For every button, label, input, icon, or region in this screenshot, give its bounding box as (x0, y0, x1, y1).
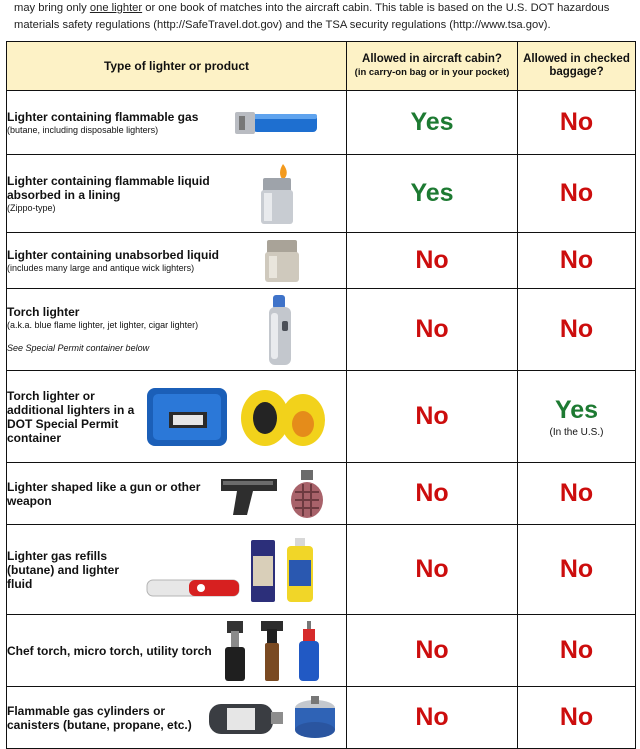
cabin-answer: No (347, 463, 518, 525)
cabin-answer: Yes (347, 91, 518, 155)
table-row (7, 463, 636, 525)
cabin-answer: No (347, 289, 518, 371)
checked-answer: No (518, 525, 636, 615)
table-row (7, 371, 636, 463)
cabin-answer: No (347, 615, 518, 687)
header-cabin-sub: (in carry-on bag or in your pocket) (354, 67, 510, 78)
gun-lighter-icon (219, 463, 327, 524)
table-row (7, 687, 636, 749)
refill-can-icon (145, 525, 317, 614)
antique-lighter-icon (263, 233, 301, 288)
row-description: Lighter gas refills (butane) and lighter fluid (7, 525, 347, 615)
cabin-answer: No (347, 371, 518, 463)
checked-answer: No (518, 463, 636, 525)
torch-lighter-icon (265, 289, 295, 370)
permit-container-icon (143, 371, 329, 462)
row-description: Lighter containing flammable gas (butane, including disposable lighters) (7, 91, 347, 155)
checked-answer: No (518, 91, 636, 155)
table-row (7, 289, 636, 371)
gas-canister-icon (207, 687, 339, 748)
row-description: Lighter containing flammable liquid absorbed in a lining (Zippo-type) (7, 155, 347, 233)
checked-answer: No (518, 687, 636, 749)
cabin-answer: No (347, 233, 518, 289)
table-row (7, 615, 636, 687)
cabin-answer: No (347, 525, 518, 615)
checked-answer: No (518, 233, 636, 289)
checked-answer: Yes (In the U.S.) (518, 371, 636, 463)
checked-answer: No (518, 615, 636, 687)
row-description: Chef torch, micro torch, utility torch (7, 615, 347, 687)
row-description: Torch lighter or additional lighters in a DOT Special Permit container (7, 371, 347, 463)
checked-note: (In the U.S.) (549, 426, 604, 438)
chef-torch-icon (221, 615, 323, 686)
row-description: Torch lighter (a.k.a. blue flame lighter, jet lighter, cigar lighter) See Special Permit container below (7, 289, 347, 371)
table-row (7, 233, 636, 289)
zippo-lighter-icon (255, 155, 299, 232)
intro-line-2: materials safety regulations (http://SafeTravel.dot.gov) and the TSA security regulations (http://www.tsa.gov). (14, 19, 551, 31)
table-row (7, 91, 636, 155)
intro-text (14, 0, 634, 34)
one-lighter-emphasis: one lighter (89, 2, 143, 14)
intro-line-1: may bring only one lighter or one book of matches into the aircraft cabin. This table is based on the U.S. DOT hazardous (14, 2, 610, 14)
header-cabin: Allowed in aircraft cabin? (in carry-on bag or in your pocket) (347, 42, 518, 91)
header-checked: Allowed in checked baggage? (518, 42, 636, 91)
row-description: Lighter containing unabsorbed liquid (includes many large and antique wick lighters) (7, 233, 347, 289)
lighter-rules-table (6, 41, 636, 749)
checked-answer: No (518, 155, 636, 233)
row-description: Lighter shaped like a gun or other weapon (7, 463, 347, 525)
table-row (7, 525, 636, 615)
cabin-answer: No (347, 687, 518, 749)
row-description: Flammable gas cylinders or canisters (butane, propane, etc.) (7, 687, 347, 749)
header-row (7, 42, 636, 91)
table-row (7, 155, 636, 233)
disposable-lighter-icon (233, 91, 319, 154)
header-product: Type of lighter or product (7, 42, 347, 91)
cabin-answer: Yes (347, 155, 518, 233)
checked-answer: No (518, 289, 636, 371)
